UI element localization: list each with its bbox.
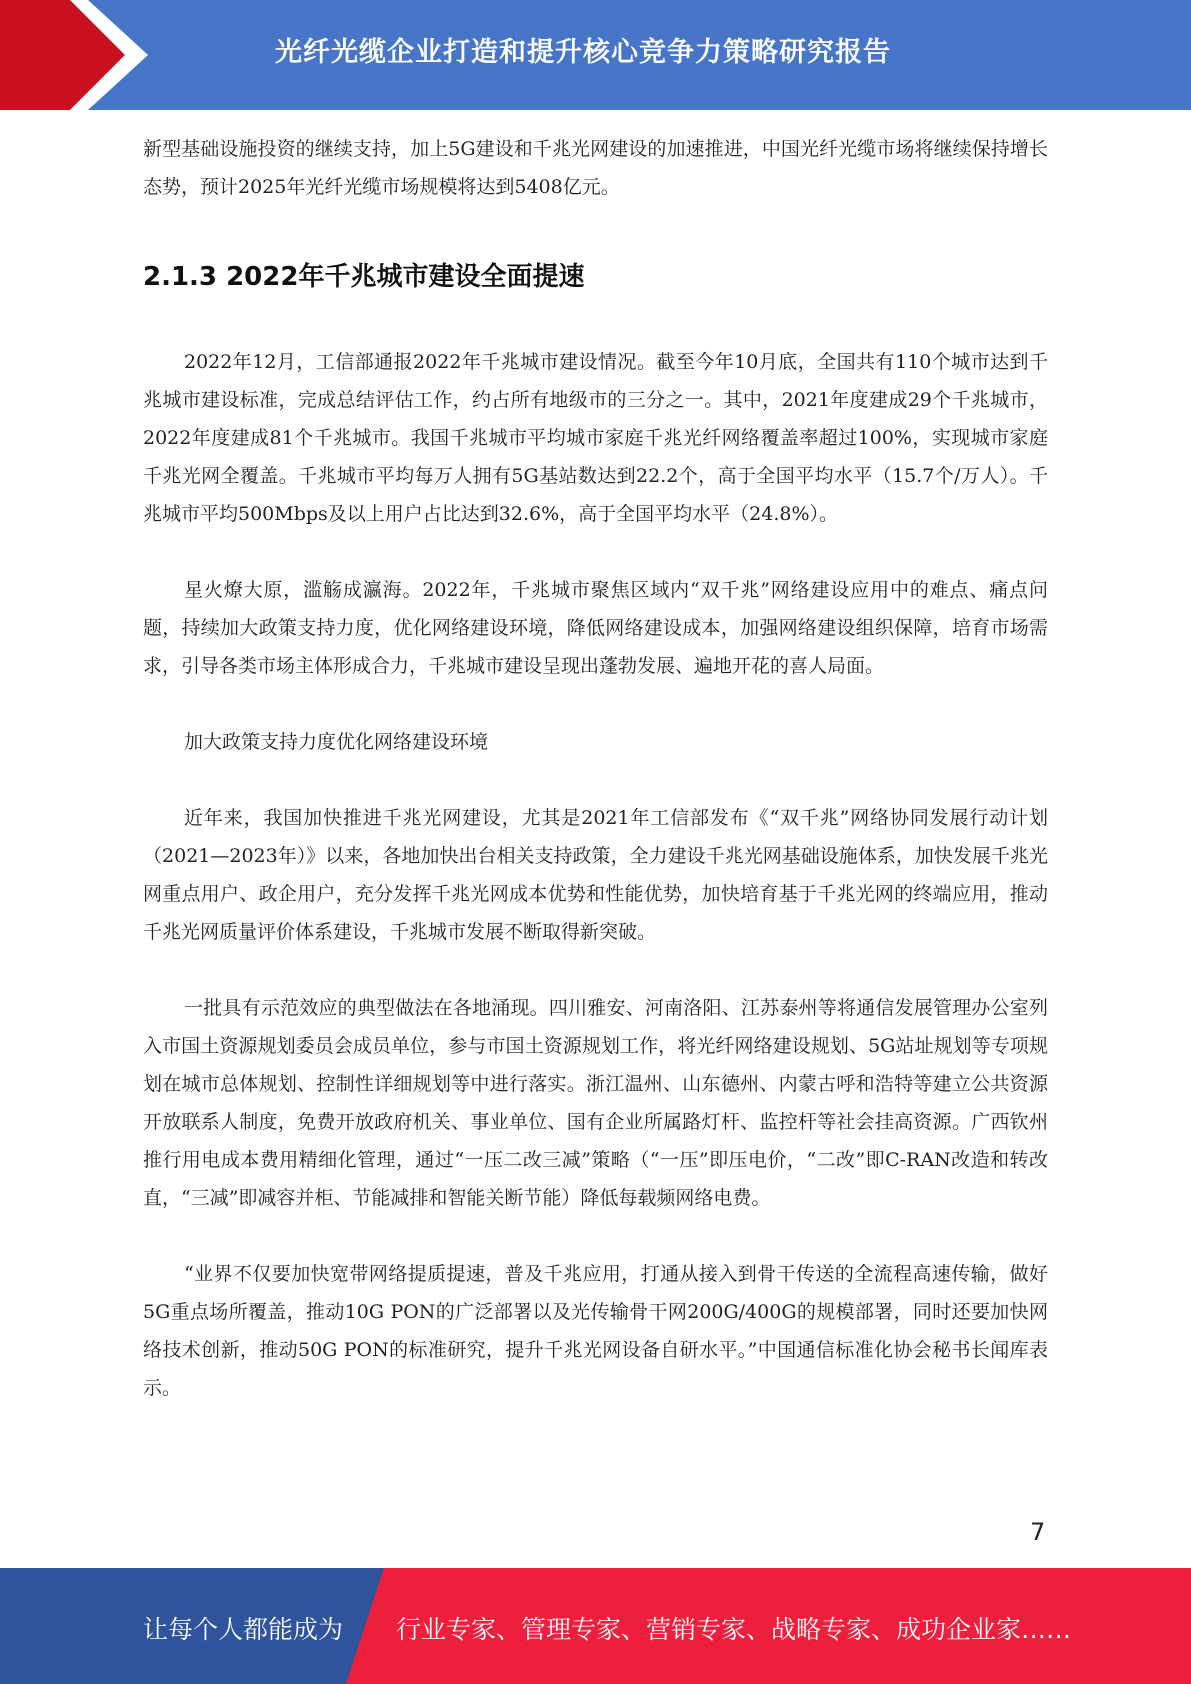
- header-title: 光纤光缆企业打造和提升核心竞争力策略研究报告: [275, 37, 891, 68]
- paragraph-1: 2022年12月，工信部通报2022年千兆城市建设情况。截至今年10月底，全国共有110个城市达到千兆城市建设标准，完成总结评估工作，约占所有地级市的三分之一。其中，2021年度建成29个千兆城市，2022年度建成81个千兆城市。我国千兆城市平均城市家庭千兆光纤网络覆盖率超过100%，实现城市家庭千兆光网全覆盖。千兆城市平均每万人拥有5G基站数达到22.2个，高于全国平均水平（15.7个/万人）。千兆城市平均500Mbps及以上用户占比达到32.6%，高于全国平均水平（24.8%）。: [143, 351, 1048, 525]
- paragraph-4: 一批具有示范效应的典型做法在各地涌现。四川雅安、河南洛阳、江苏泰州等将通信发展管理办公室列入市国土资源规划委员会成员单位，参与市国土资源规划工作，将光纤网络建设规划、5G站址规划等专项规划在城市总体规划、控制性详细规划等中进行落实。浙江温州、山东德州、内蒙古呼和浩特等建立公共资源开放联系人制度，免费开放政府机关、事业单位、国有企业所属路灯杆、监控杆等社会挂高资源。广西钦州推行用电成本费用精细化管理，通过“一压二改三减”策略（“一压”即压电价，“二改”即C-RAN改造和转改直，“三减”即减容并柜、节能减排和智能关断节能）降低每载频网络电费。: [143, 997, 1048, 1209]
- footer-slogan-left: 让每个人都能成为: [143, 1615, 344, 1644]
- document-body: [143, 130, 1048, 1407]
- section-heading: 2.1.3 2022年千兆城市建设全面提速: [143, 262, 585, 292]
- paragraph-5: “业界不仅要加快宽带网络提质提速，普及千兆应用，打通从接入到骨干传送的全流程高速传输，做好5G重点场所覆盖，推动10G PON的广泛部署以及光传输骨干网200G/400G的规模部署，同时还要加快网络技术创新，推动50G PON的标准研究，提升千兆光网设备自研水平。”中国通信标准化协会秘书长闻库表示。: [143, 1263, 1048, 1399]
- page-footer: [0, 1568, 1191, 1684]
- intro-paragraph: 新型基础设施投资的继续支持，加上5G建设和千兆光网建设的加速推进，中国光纤光缆市场将继续保持增长态势，预计2025年光纤光缆市场规模将达到5408亿元。: [143, 138, 1048, 198]
- paragraph-2: 星火燎大原，滥觞成瀛海。2022年，千兆城市聚焦区域内“双千兆”网络建设应用中的难点、痛点问题，持续加大政策支持力度，优化网络建设环境，降低网络建设成本，加强网络建设组织保障，培育市场需求，引导各类市场主体形成合力，千兆城市建设呈现出蓬勃发展、遍地开花的喜人局面。: [143, 579, 1048, 677]
- footer-slogan-right: 行业专家、管理专家、营销专家、战略专家、成功企业家……: [396, 1615, 1072, 1644]
- subheading-paragraph: 加大政策支持力度优化网络建设环境: [184, 731, 489, 753]
- header-arrow-decoration: [0, 0, 160, 110]
- paragraph-3: 近年来，我国加快推进千兆光网建设，尤其是2021年工信部发布《“双千兆”网络协同发展行动计划（2021—2023年）》以来，各地加快出台相关支持政策，全力建设千兆光网基础设施体系，加快发展千兆光网重点用户、政企用户，充分发挥千兆光网成本优势和性能优势，加快培育基于千兆光网的终端应用，推动千兆光网质量评价体系建设，千兆城市发展不断取得新突破。: [143, 807, 1048, 943]
- page-header: [0, 0, 1191, 110]
- page-number: 7: [1030, 1518, 1046, 1546]
